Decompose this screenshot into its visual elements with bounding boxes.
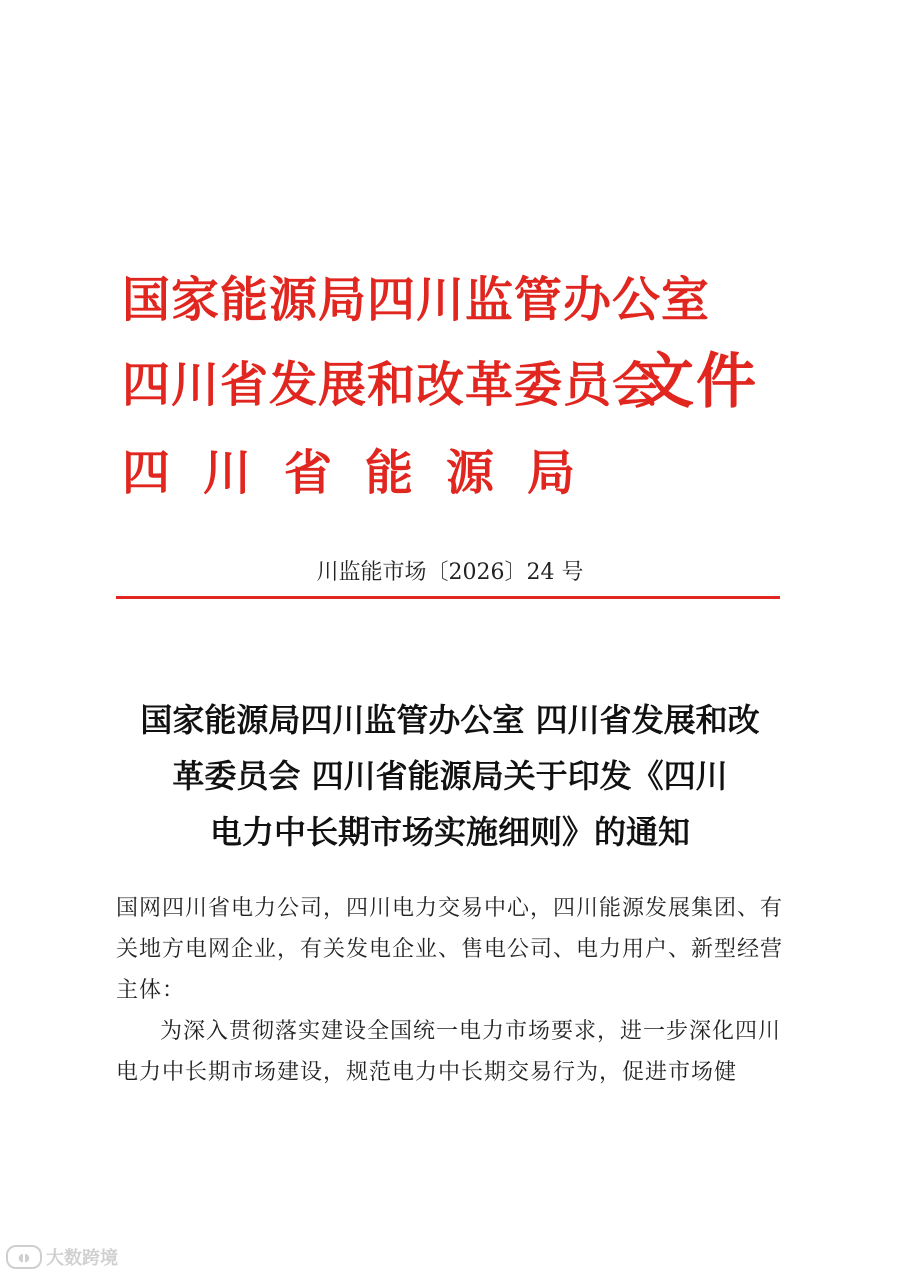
red-header [122,268,762,501]
notice-title-line-1: 国家能源局四川监管办公室 四川省发展和改 [140,701,760,739]
notice-title-line-3: 电力中长期市场实施细则》的通知 [209,813,690,851]
notice-title-line-2: 革委员会 四川省能源局关于印发《四川 [172,757,728,795]
issuer-provincial-energy-bureau: 四川省能源局 [122,445,609,501]
notice-title [100,692,800,860]
watermark [6,1244,118,1270]
watermark-text: 大数跨境 [46,1248,118,1269]
issuer-development-commission: 四川省发展和改革委员会 [122,357,662,413]
logo-icon: ◖◗ [6,1245,42,1269]
recipients: 国网四川省电力公司，四川电力交易中心，四川能源发展集团、有关地方电网企业，有关发电企业、售电公司、电力用户、新型经营主体： [116,896,784,1003]
notice-body [116,888,788,1093]
document-word: 文件 [634,347,758,417]
body-paragraph: 为深入贯彻落实建设全国统一电力市场要求，进一步深化四川电力中长期市场建设，规范电力中长期交易行为，促进市场健 [116,1019,782,1085]
issuer-energy-bureau-office: 国家能源局四川监管办公室 [122,272,711,328]
red-divider [116,596,780,599]
document-number: 川监能市场〔2026〕24 号 [316,560,584,585]
